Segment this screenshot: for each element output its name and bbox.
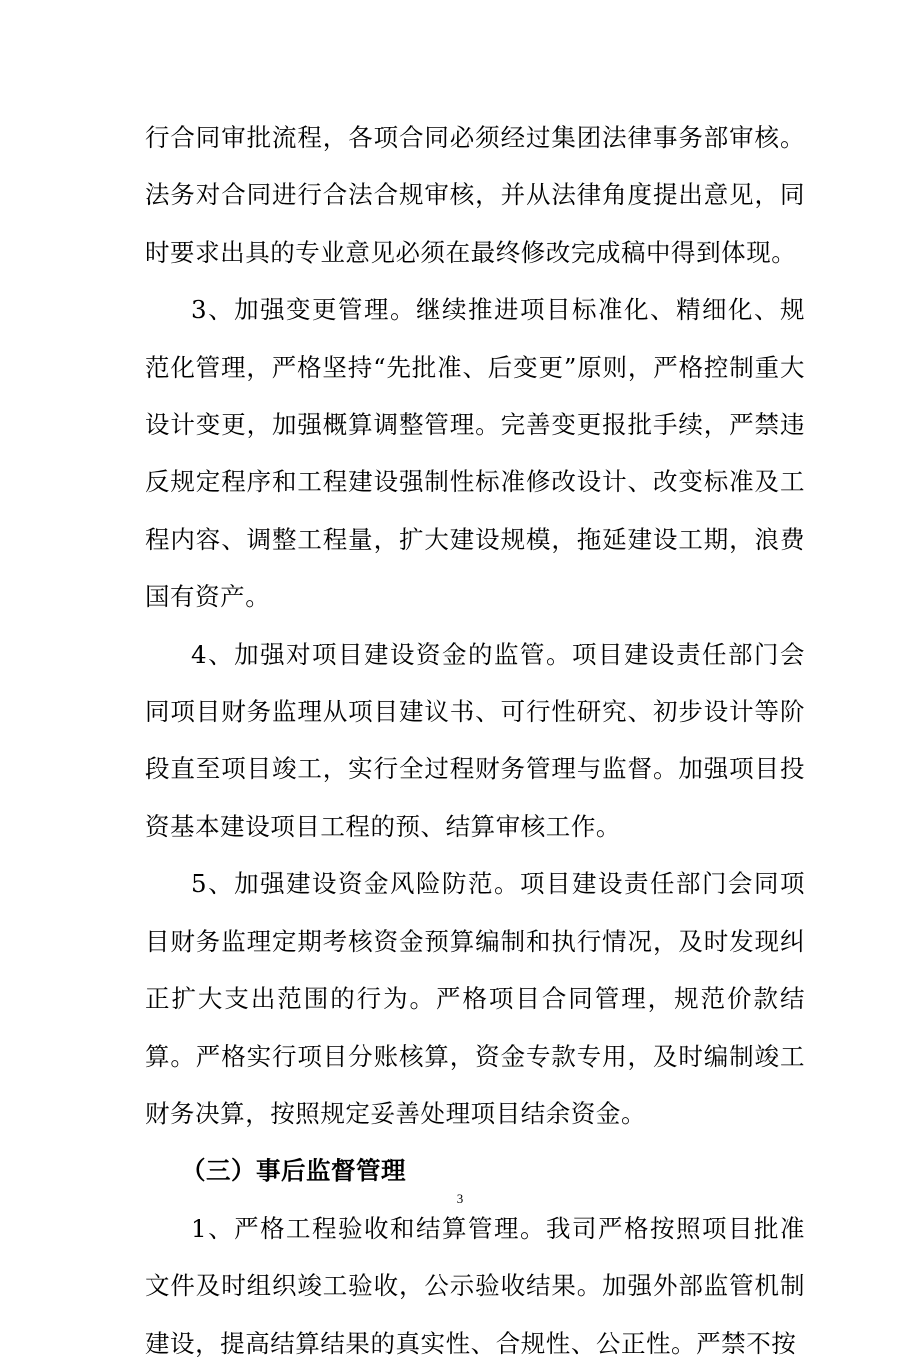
section-heading: （三）事后监督管理	[181, 1156, 406, 1186]
paragraph-fund-risk: 5、加强建设资金风险防范。项目建设责任部门会同项目财务监理定期考核资金预算编制和执行情况，及时发现纠正扩大支出范围的行为。严格项目合同管理，规范价款结算。严格实行项目分账核算，资金专款专用，及时编制竣工财务决算，按照规定妥善处理项目结余资金。	[145, 869, 805, 1128]
paragraph-change-management: 3、加强变更管理。继续推进项目标准化、精细化、规范化管理，严格坚持“先批准、后变更”原则，严格控制重大设计变更，加强概算调整管理。完善变更报批手续，严禁违反规定程序和工程建设强制性标准修改设计、改变标准及工程内容、调整工程量，扩大建设规模，拖延建设工期，浪费国有资产。	[145, 295, 805, 612]
document-body	[145, 109, 805, 1372]
paragraph-acceptance-settlement: 1、严格工程验收和结算管理。我司严格按照项目批准文件及时组织竣工验收，公示验收结果。加强外部监管机制建设，提高结算结果的真实性、合规性、公正性。严禁不按	[145, 1213, 805, 1358]
paragraph-contract-review: 行合同审批流程，各项合同必须经过集团法律事务部审核。法务对合同进行合法合规审核，并从法律角度提出意见，同时要求出具的专业意见必须在最终修改完成稿中得到体现。	[145, 123, 805, 267]
page-number: 3	[456, 1191, 464, 1206]
paragraph-fund-supervision: 4、加强对项目建设资金的监管。项目建设责任部门会同项目财务监理从项目建议书、可行性研究、初步设计等阶段直至项目竣工，实行全过程财务管理与监督。加强项目投资基本建设项目工程的预、结算审核工作。	[145, 639, 805, 841]
